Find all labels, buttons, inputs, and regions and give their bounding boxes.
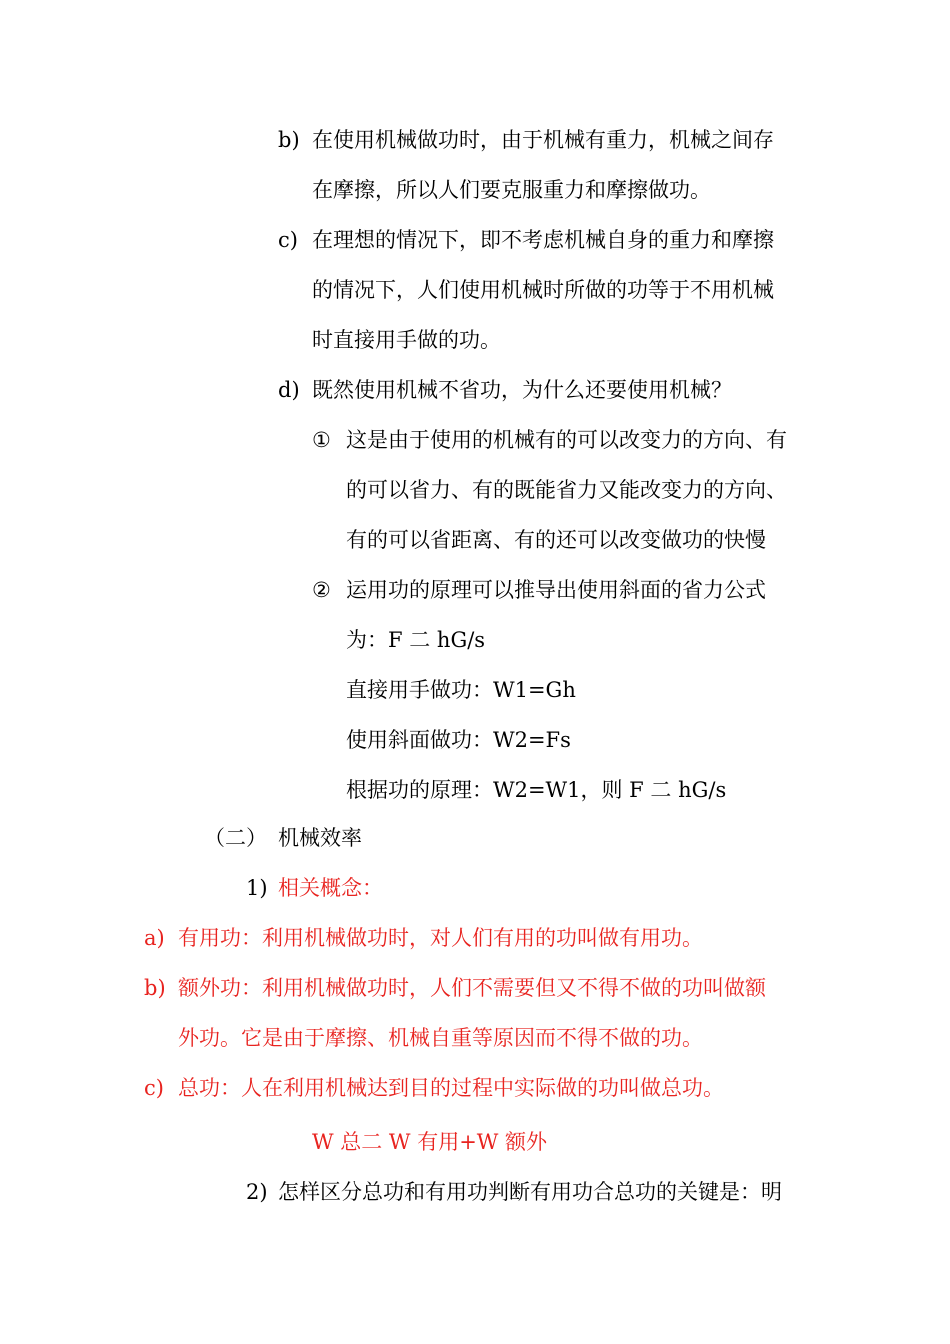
item-marker: c) xyxy=(278,228,298,252)
paragraph-text: 这是由于使用的机械有的可以改变力的方向、有 xyxy=(346,428,787,452)
item-b-line1 xyxy=(278,126,774,154)
definition-text: 额外功：利用机械做功时，人们不需要但又不得不做的功叫做额 xyxy=(178,976,766,1000)
item-c-line1 xyxy=(278,226,774,254)
subitem-2-line5: 根据功的原理：W2=W1，则 F 二 hG/s xyxy=(346,778,727,802)
item-marker: b) xyxy=(144,976,166,1000)
paragraph-text: 运用功的原理可以推导出使用斜面的省力公式 xyxy=(346,578,766,602)
paragraph-text: 在理想的情况下，即不考虑机械自身的重力和摩擦 xyxy=(312,228,774,252)
item-marker: a) xyxy=(144,926,165,950)
definition-text: 有用功：利用机械做功时，对人们有用的功叫做有用功。 xyxy=(178,926,703,950)
section-heading xyxy=(204,824,362,852)
item-c-line3: 时直接用手做的功。 xyxy=(312,328,501,352)
concept-heading: 相关概念： xyxy=(278,876,383,900)
paragraph-text: 在使用机械做功时，由于机械有重力，机械之间存 xyxy=(312,128,774,152)
item-d-line1 xyxy=(278,376,732,404)
item-marker: 2) xyxy=(246,1180,268,1204)
subitem-2-line4: 使用斜面做功：W2=Fs xyxy=(346,728,571,752)
concept-b-line2: 外功。它是由于摩擦、机械自重等原因而不得不做的功。 xyxy=(178,1026,703,1050)
subitem-1-line3: 有的可以省距离、有的还可以改变做功的快慢 xyxy=(346,528,766,552)
total-work-formula: W 总二 W 有用+W 额外 xyxy=(312,1130,548,1154)
item-b-line2: 在摩擦，所以人们要克服重力和摩擦做功。 xyxy=(312,178,711,202)
definition-text: 总功：人在利用机械达到目的过程中实际做的功叫做总功。 xyxy=(178,1076,724,1100)
section-title: 机械效率 xyxy=(278,826,362,850)
concept-a-line xyxy=(144,924,703,952)
circled-number-2: ② xyxy=(312,578,331,602)
paragraph-text: 怎样区分总功和有用功判断有用功合总功的关键是：明 xyxy=(278,1180,782,1204)
subitem-1-line2: 的可以省力、有的既能省力又能改变力的方向、 xyxy=(346,478,787,502)
subitem-1-line1 xyxy=(312,426,787,454)
subitem-2-line2: 为：F 二 hG/s xyxy=(346,628,486,652)
concept-b-line1 xyxy=(144,974,766,1002)
subitem-2-line1 xyxy=(312,576,766,604)
item-marker: c) xyxy=(144,1076,164,1100)
item-marker: b) xyxy=(278,128,300,152)
paragraph-text: 既然使用机械不省功，为什么还要使用机械？ xyxy=(312,378,732,402)
item-1-line xyxy=(246,874,383,902)
item-2-line xyxy=(246,1178,782,1206)
concept-c-line xyxy=(144,1074,724,1102)
item-marker: 1) xyxy=(246,876,268,900)
section-marker: （二） xyxy=(204,826,267,850)
item-c-line2: 的情况下，人们使用机械时所做的功等于不用机械 xyxy=(312,278,774,302)
circled-number-1: ① xyxy=(312,428,331,452)
item-marker: d) xyxy=(278,378,300,402)
subitem-2-line3: 直接用手做功：W1=Gh xyxy=(346,678,576,702)
